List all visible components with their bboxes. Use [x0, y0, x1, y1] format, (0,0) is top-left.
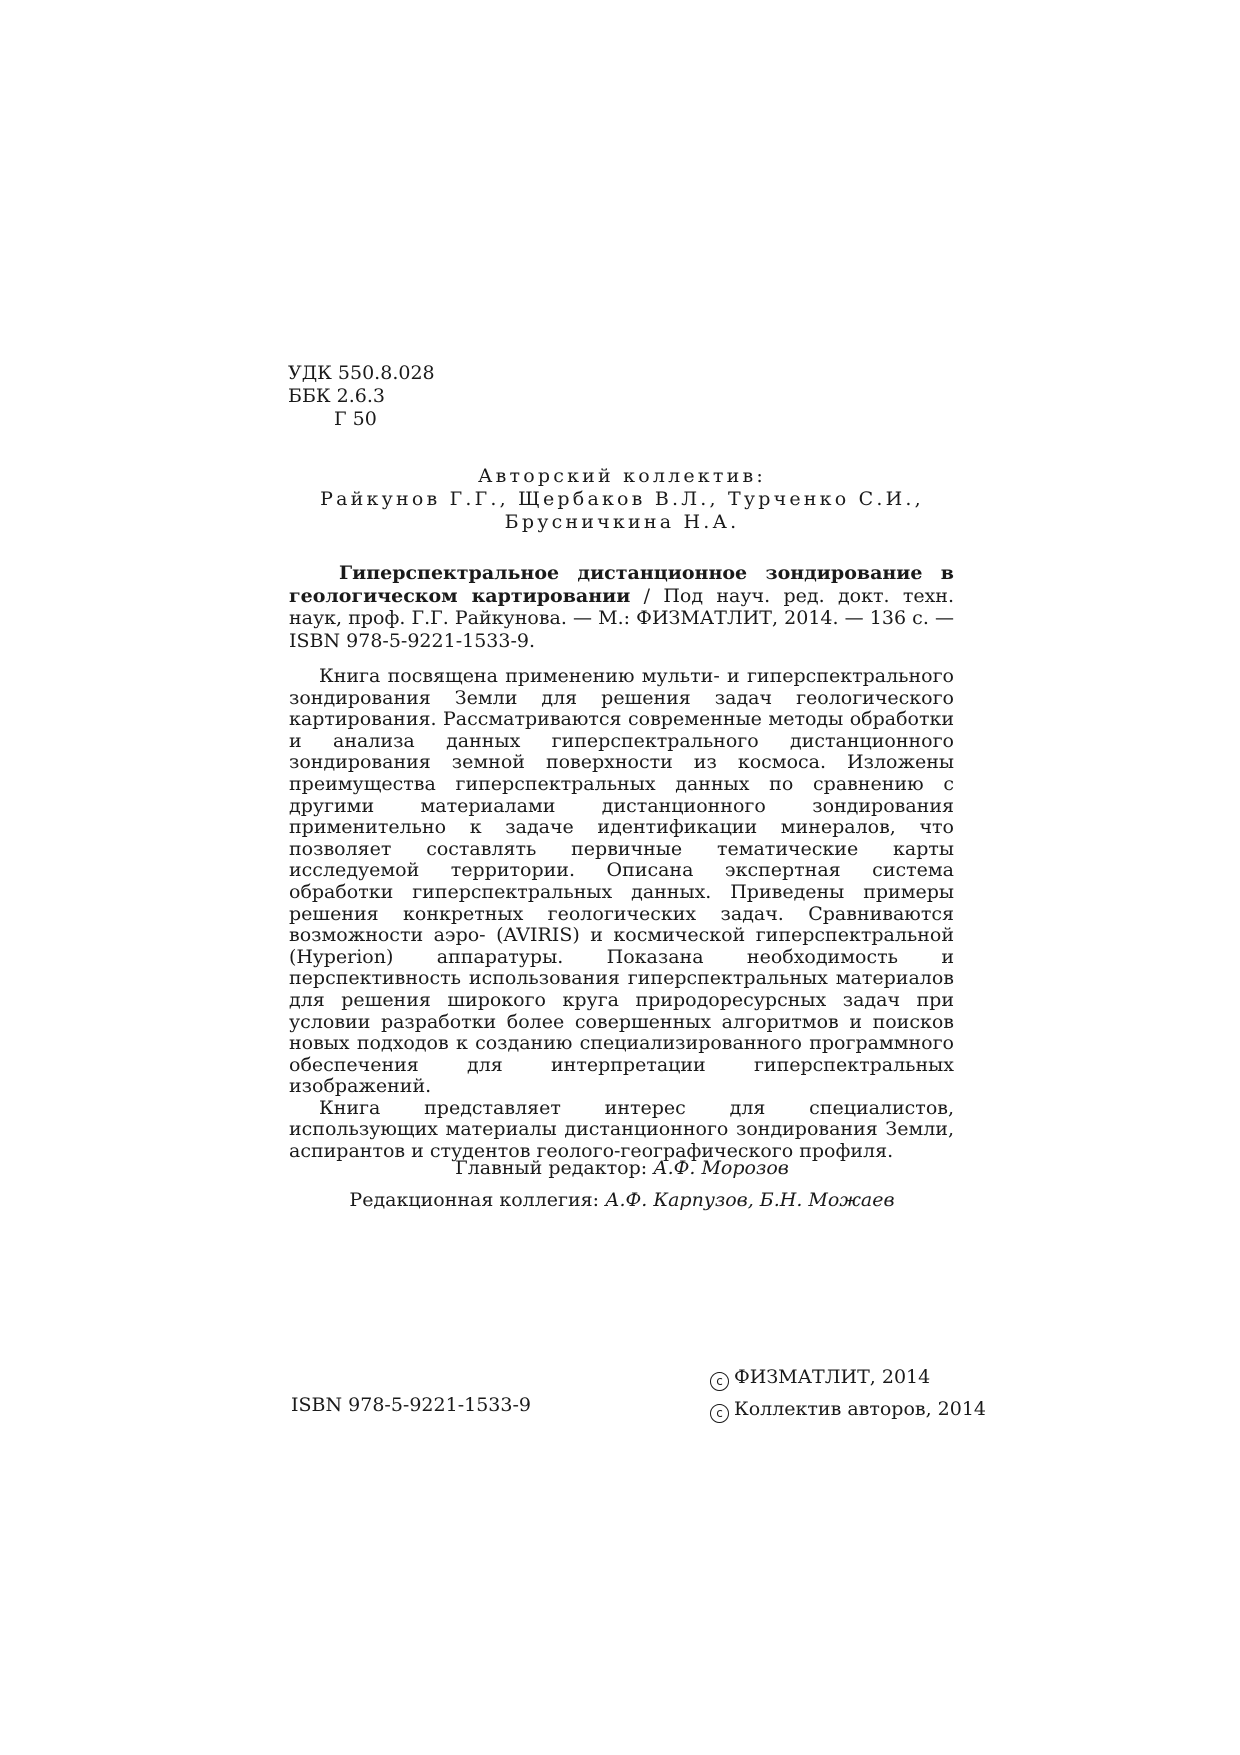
chief-editor-name: А.Ф. Морозов	[653, 1157, 789, 1179]
authors-line-1: Райкунов Г.Г., Щербаков В.Л., Турченко С.И.,	[320, 488, 924, 510]
bbk-code: ББК 2.6.3	[288, 385, 386, 407]
copyright-authors	[710, 1398, 986, 1423]
udk-code: УДК 550.8.028	[288, 362, 435, 384]
editorial-board-label: Редакционная коллегия:	[349, 1189, 606, 1211]
book-title: Гиперспектральное дистанционное зондирование в геологическом картировании	[289, 562, 954, 607]
author-collective	[290, 465, 954, 534]
editorial-board	[290, 1189, 954, 1212]
copyright-icon: c	[710, 1372, 729, 1391]
copyright-publisher-text: ФИЗМАТЛИТ, 2014	[734, 1366, 931, 1388]
author-sign: Г 50	[334, 408, 377, 430]
bibliographic-record	[289, 562, 954, 652]
editorial-board-names: А.Ф. Карпузов, Б.Н. Можаев	[605, 1189, 895, 1211]
annotation-paragraph-1: Книга посвящена применению мульти- и гиперспектрального зондирования Земли для решения задач геологического картирования. Рассматриваются современные методы обработки и анализа данных гиперспектрального дистанционного зондирования земной поверхности из космоса. Изложены преимущества гиперспектральных данных по сравнению с другими материалами дистанционного зондирования применительно к задаче идентификации минералов, что позволяет составлять первичные тематические карты исследуемой территории. Описана экспертная система обработки гиперспектральных данных. Приведены примеры решения конкретных геологических задач. Сравниваются возможности аэро- (AVIRIS) и космической гиперспектральной (Hyperion) аппаратуры. Показана необходимость и перспективность использования гиперспектральных материалов для решения широкого круга природоресурсных задач при условии разработки более совершенных алгоритмов и поисков новых подходов к созданию специализированного программного обеспечения для интерпретации гиперспектральных изображений.	[289, 665, 954, 1098]
annotation	[289, 666, 954, 1163]
authors-heading: Авторский коллектив:	[478, 465, 766, 487]
authors-line-2: Брусничкина Н.А.	[504, 511, 740, 533]
isbn: ISBN 978-5-9221-1533-9	[291, 1394, 531, 1416]
editorial-credits	[290, 1157, 954, 1212]
copyright-notices	[710, 1366, 986, 1423]
copyright-authors-text: Коллектив авторов, 2014	[734, 1398, 987, 1420]
annotation-paragraph-2: Книга представляет интерес для специалистов, использующих материалы дистанционного зондирования Земли, аспирантов и студентов геолого-географического профиля.	[289, 1096, 954, 1163]
classification-codes	[288, 362, 435, 431]
bibliographic-details: / Под науч. ред. докт. техн. наук, проф. Г.Г. Райкунова. — М.: ФИЗМАТЛИТ, 2014. — 136 с. — ISBN 978-5-9221-1533-9.	[289, 584, 954, 652]
copyright-publisher	[710, 1366, 986, 1391]
bibliographic-paragraph	[289, 562, 954, 652]
chief-editor-label: Главный редактор:	[455, 1157, 654, 1179]
chief-editor	[290, 1157, 954, 1180]
copyright-icon: c	[710, 1404, 729, 1423]
